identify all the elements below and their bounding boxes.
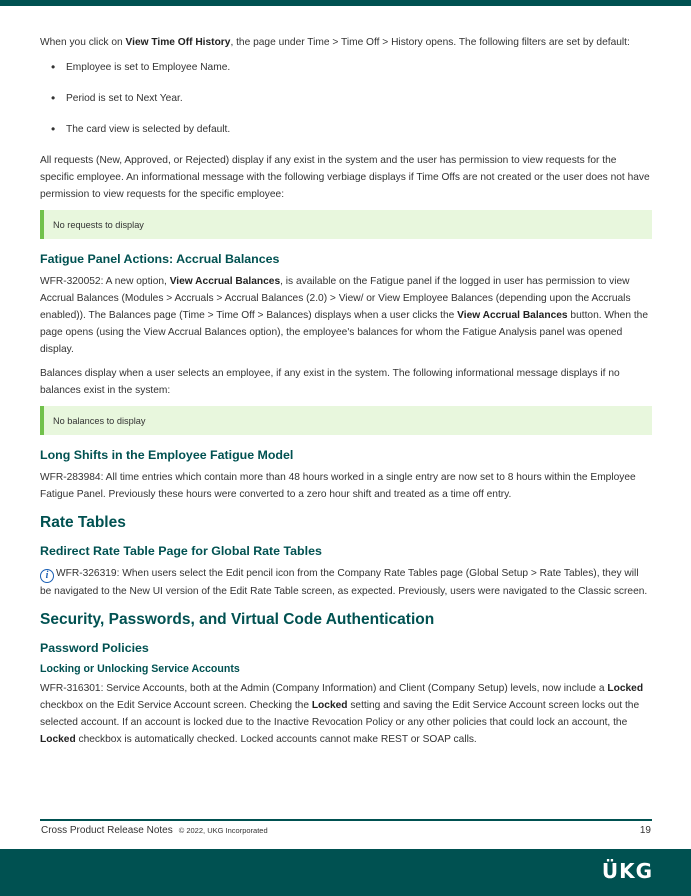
note-no-requests: No requests to display: [40, 210, 652, 239]
bold-term: View Accrual Balances: [457, 310, 568, 321]
rate-tables-paragraph: i WFR-326319: When users select the Edit pencil icon from the Company Rate Tables page (Global Setup > Rate Tables), they will be navigated to the New UI version of the Edit Rate Table screen, as expected. Previously, users were navigated to the Classic screen.: [40, 568, 648, 597]
balances-paragraph: Balances display when a user selects an employee, if any exist in the system. The following informational message displays if no balances exist in the system:: [40, 368, 620, 396]
page-number: 19: [639, 825, 651, 836]
footer-band: [0, 849, 691, 896]
ukg-logo: ÜKG: [601, 859, 653, 883]
security-heading: Security, Passwords, and Virtual Code Authentication: [40, 611, 435, 628]
bold-term: View Accrual Balances: [169, 276, 281, 287]
note-no-balances: No balances to display: [40, 406, 652, 435]
list-item: • The card view is selected by default.: [40, 121, 652, 138]
intro-bold-term: View Time Off History: [125, 37, 231, 48]
intro-text: When you click on: [40, 37, 126, 48]
rate-tables-heading: Rate Tables: [40, 514, 126, 531]
long-shifts-paragraph: WFR-283984: All time entries which contain more than 48 hours worked in a single entry are now set to 8 hours within the Employee Fatigue Panel. Previously these hours were converted to a zero hour shift and treated as a time off entry.: [40, 472, 636, 500]
footer-copyright: © 2022, UKG Incorporated: [178, 826, 268, 835]
fatigue-paragraph: WFR-320052: A new option, View Accrual Balances, is available on the Fatigue panel if the logged in user has permission to view Accrual Balances (Modules > Accruals > Accrual Balances (2.0) > View/ or View Employee Balances (depending upon the Accruals enabled)). The Balances page (Time > Time Off > Balances) displays when a user clicks the View Accrual Balances button. When the page opens (using the View Accrual Balances option), the employee's balances for whom the Fatigue Analysis panel was opened display.: [40, 276, 648, 355]
default-filters-list: [40, 59, 652, 138]
redirect-rate-table-heading: Redirect Rate Table Page for Global Rate Tables: [40, 544, 322, 558]
service-accounts-paragraph: WFR-316301: Service Accounts, both at the Admin (Company Information) and Client (Company Setup) levels, now include a Locked checkbox on the Edit Service Account screen. Checking the Locked setting and saving the Edit Service Account screen locks out the selected account. If an account is locked due to the Inactive Revocation Policy or any other policies that could lock an account, the Locked checkbox is automatically checked. Locked accounts cannot make REST or SOAP calls.: [40, 683, 644, 745]
footer-rule: [40, 819, 652, 821]
list-item: • Employee is set to Employee Name.: [40, 59, 652, 76]
list-item: • Period is set to Next Year.: [40, 90, 652, 107]
intro-paragraph: [40, 34, 652, 51]
password-policies-heading: Password Policies: [40, 641, 149, 655]
bold-term: Locked: [607, 683, 644, 694]
long-shifts-heading: Long Shifts in the Employee Fatigue Model: [40, 448, 294, 462]
bold-term: Locked: [311, 700, 348, 711]
bold-term: Locked: [40, 734, 76, 745]
requests-paragraph: All requests (New, Approved, or Rejected) display if any exist in the system and the user has permission to view requests for the specific employee. An informational message with the following verbiage displays if Time Offs are not created or the user does not have permission to view requests for the specific employee:: [40, 155, 650, 200]
intro-text-after: , the page under Time > Time Off > History opens. The following filters are set by default:: [230, 37, 630, 48]
footer-title: Cross Product Release Notes © 2022, UKG Incorporated: [41, 825, 268, 836]
top-accent-bar: [0, 0, 691, 6]
locking-service-accounts-heading: Locking or Unlocking Service Accounts: [40, 663, 240, 675]
document-body: [40, 34, 652, 755]
fatigue-heading: Fatigue Panel Actions: Accrual Balances: [40, 252, 280, 266]
info-icon: i: [40, 569, 54, 583]
